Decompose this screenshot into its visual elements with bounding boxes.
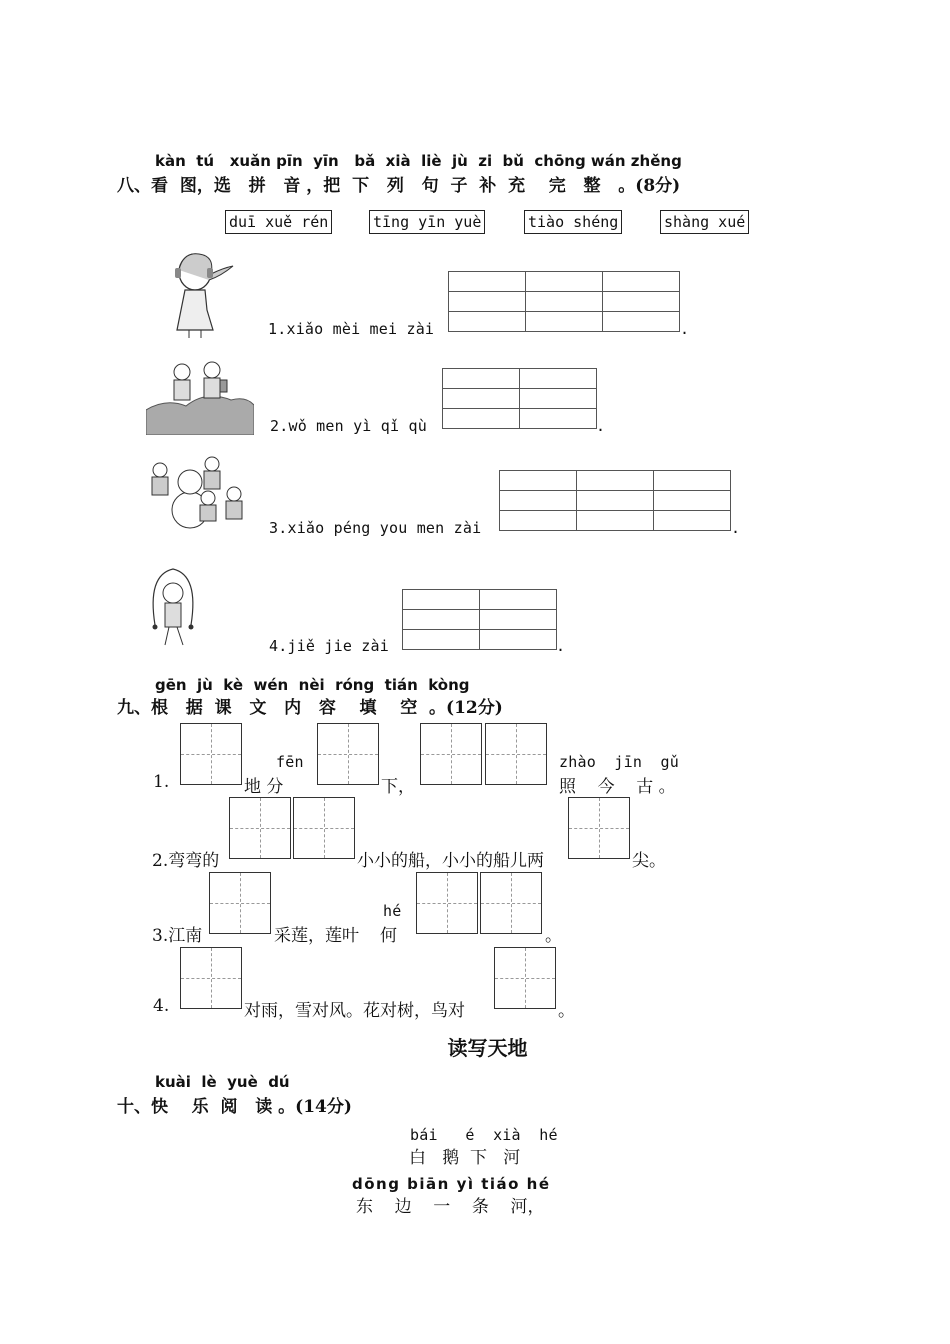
fill-line-1-pinyin1: fēn bbox=[276, 753, 304, 771]
sentence-1-text: 1.xiǎo mèi mei zài bbox=[268, 320, 435, 338]
fill-line-1-text3: 照 今 古 。 bbox=[559, 777, 676, 797]
tian-box[interactable] bbox=[293, 797, 355, 859]
q10-pinyin: kuài lè yuè dú bbox=[155, 1073, 290, 1091]
fill-line-3-text3: 。 bbox=[545, 926, 562, 946]
fill-line-2-text1: 小小的船，小小的船儿两 bbox=[357, 851, 544, 871]
option-2: tīng yīn yuè bbox=[369, 210, 485, 234]
girl-headphones-illustration bbox=[163, 250, 238, 338]
poem-line-1: 东 边 一 条 河， bbox=[356, 1197, 545, 1217]
q10-heading: 十、快 乐 阅 读 。(14分) bbox=[117, 1097, 352, 1117]
poem-line-1-pinyin: dōng biān yì tiáo hé bbox=[352, 1175, 551, 1193]
tian-box[interactable] bbox=[420, 723, 482, 785]
fill-line-2-text2: 尖。 bbox=[632, 851, 666, 871]
option-1: duī xuě rén bbox=[225, 210, 332, 234]
section-title: 读写天地 bbox=[447, 1036, 528, 1060]
q9-heading: 九、根 据 课 文 内 容 填 空 。(12分) bbox=[117, 698, 503, 718]
tian-box[interactable] bbox=[180, 723, 242, 785]
answer-grid-3[interactable] bbox=[499, 470, 731, 531]
fill-line-1-pinyin2: zhào jīn gǔ bbox=[559, 753, 679, 771]
sentence-4-end: . bbox=[556, 637, 566, 655]
option-3: tiào shéng bbox=[524, 210, 622, 234]
q9-pinyin: gēn jù kè wén nèi róng tián kòng bbox=[155, 676, 470, 694]
answer-grid-4[interactable] bbox=[402, 589, 557, 650]
tian-box[interactable] bbox=[317, 723, 379, 785]
fill-line-1-text1: 地 分 bbox=[244, 777, 284, 797]
poem-title: 白 鹅 下 河 bbox=[409, 1148, 521, 1168]
sentence-3-end: . bbox=[731, 519, 741, 537]
tian-box[interactable] bbox=[494, 947, 556, 1009]
q8-pinyin: kàn tú xuǎn pīn yīn bǎ xià liè jù zi bǔ chōng wán zhěng bbox=[155, 152, 682, 170]
sentence-4-text: 4.jiě jie zài bbox=[269, 637, 389, 655]
children-snowman-illustration bbox=[146, 448, 254, 536]
fill-line-4-text1: 对雨，雪对风。花对树，鸟对 bbox=[244, 1001, 465, 1021]
tian-box[interactable] bbox=[416, 872, 478, 934]
tian-box[interactable] bbox=[485, 723, 547, 785]
tian-box[interactable] bbox=[568, 797, 630, 859]
fill-line-1-text2: 下， bbox=[381, 777, 415, 797]
poem-title-pinyin: bái é xià hé bbox=[410, 1126, 558, 1144]
tian-box[interactable] bbox=[229, 797, 291, 859]
sentence-2-end: . bbox=[596, 417, 606, 435]
sentence-3-text: 3.xiǎo péng you men zài bbox=[269, 519, 482, 537]
sentence-1-end: . bbox=[680, 320, 690, 338]
fill-line-3-num: 3.江南 bbox=[152, 926, 203, 946]
fill-line-4-num: 4. bbox=[153, 996, 170, 1016]
q8-heading: 八、看 图，选 拼 音 ，把 下 列 句 子 补 充 完 整 。(8分) bbox=[117, 176, 681, 196]
fill-line-3-pinyin1: hé bbox=[383, 902, 402, 920]
sentence-2-text: 2.wǒ men yì qǐ qù bbox=[270, 417, 427, 435]
fill-line-1-num: 1. bbox=[153, 772, 170, 792]
option-4: shàng xué bbox=[660, 210, 749, 234]
answer-grid-1[interactable] bbox=[448, 271, 680, 332]
tian-box[interactable] bbox=[180, 947, 242, 1009]
tian-box[interactable] bbox=[209, 872, 271, 934]
fill-line-4-text2: 。 bbox=[558, 1001, 575, 1021]
tian-box[interactable] bbox=[480, 872, 542, 934]
girl-jump-rope-illustration bbox=[143, 565, 201, 653]
fill-line-2-num: 2.弯弯的 bbox=[152, 851, 220, 871]
fill-line-3-text2: 何 bbox=[380, 926, 397, 946]
fill-line-3-text1: 采莲，莲叶 bbox=[274, 926, 359, 946]
answer-grid-2[interactable] bbox=[442, 368, 597, 429]
children-walking-illustration bbox=[146, 360, 254, 435]
